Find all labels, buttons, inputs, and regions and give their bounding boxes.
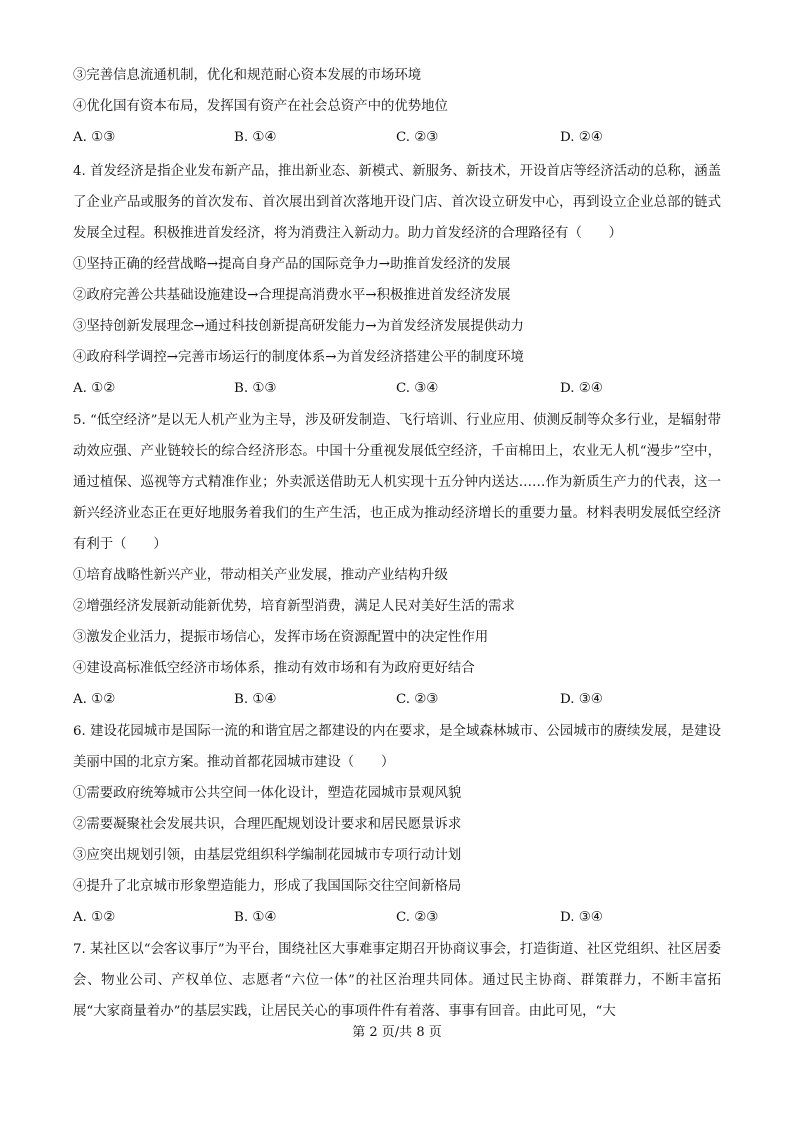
q3-item-4: ④优化国有资本布局，发挥国有资产在社会总资产中的优势地位 — [73, 99, 448, 114]
q3-item-3: ③完善信息流通机制，优化和规范耐心资本发展的市场环境 — [73, 68, 422, 83]
q6-item-4: ④提升了北京城市形象塑造能力，形成了我国国际交往空间新格局 — [73, 879, 462, 894]
q5-stem: 5. “低空经济”是以无人机产业为主导，涉及研发制造、飞行培训、行业应用、侦测反制等众多行业，是辐射带动效应强、产业链较长的综合经济形态。中国十分重视发展低空经济，千亩棉田上，农业无人机“漫步”空中，通过植保、巡视等方式精准作业；外卖派送借助无人机实现十五分钟内送达……作为新质生产力的代表，这一新兴经济业态正在更好地服务着我们的生产生活，也正成为推动经济增长的重要力量。材料表明发展低空经济有利于（ ） — [73, 413, 721, 552]
q5-option-c: C. ②③ — [396, 692, 439, 707]
q5-options — [73, 690, 713, 710]
q5-option-a: A. ①② — [73, 692, 116, 707]
q5-option-d: D. ③④ — [560, 692, 603, 707]
q3-option-a: A. ①③ — [73, 130, 116, 145]
q5-item-2: ②增强经济发展新动能新优势，培育新型消费，满足人民对美好生活的需求 — [73, 599, 515, 614]
q3-option-d: D. ②④ — [560, 130, 603, 145]
q6-options — [73, 908, 713, 928]
q4-item-1: ①坚持正确的经营战略→提高自身产品的国际竞争力→助推首发经济的发展 — [73, 257, 511, 272]
q4-item-2: ②政府完善公共基础设施建设→合理提高消费水平→积极推进首发经济发展 — [73, 288, 511, 303]
q7-stem: 7. 某社区以“会客议事厅”为平台，围绕社区大事难事定期召开协商议事会，打造街道、社区党组织、社区居委会、物业公司、产权单位、志愿者“六位一体”的社区治理共同体。通过民主协商、群策群力，不断丰富拓展“大家商量着办”的基层实践，让居民关心的事项件件有着落、事事有回音。由此可见，“大 — [73, 942, 721, 1019]
q6-stem: 6. 建设花园城市是国际一流的和谐宜居之都建设的内在要求，是全域森林城市、公园城市的赓续发展，是建设美丽中国的北京方案。推动首都花园城市建设（ ） — [73, 724, 721, 770]
q6-option-b: B. ①④ — [234, 910, 277, 925]
q6-option-a: A. ①② — [73, 910, 116, 925]
q5-item-1: ①培育战略性新兴产业，带动相关产业发展，推动产业结构升级 — [73, 568, 448, 583]
q6-option-c: C. ②③ — [396, 910, 439, 925]
q4-options — [73, 379, 713, 399]
q4-stem: 4. 首发经济是指企业发布新产品，推出新业态、新模式、新服务、新技术，开设首店等经济活动的总称，涵盖了企业产品或服务的首次发布、首次展出到首次落地开设门店、首次设立研发中心，再到设立企业总部的链式发展全过程。积极推进首发经济，将为消费注入新动力。助力首发经济的合理路径有（ ） — [73, 164, 721, 241]
q6-item-2: ②需要凝聚社会发展共识，合理匹配规划设计要求和居民愿景诉求 — [73, 817, 462, 832]
q6-item-1: ①需要政府统筹城市公共空间一体化设计，塑造花园城市景观风貌 — [73, 786, 462, 801]
q4-option-d: D. ②④ — [560, 381, 603, 396]
q4-item-4: ④政府科学调控→完善市场运行的制度体系→为首发经济搭建公平的制度环境 — [73, 350, 524, 365]
q5-option-b: B. ①④ — [234, 692, 277, 707]
q4-option-b: B. ①③ — [234, 381, 277, 396]
q3-option-b: B. ①④ — [234, 130, 277, 145]
q4-item-3: ③坚持创新发展理念→通过科技创新提高研发能力→为首发经济发展提供动力 — [73, 319, 524, 334]
q4-option-c: C. ③④ — [396, 381, 439, 396]
q4-option-a: A. ①② — [73, 381, 116, 396]
page-number: 第 2 页/共 8 页 — [352, 1025, 442, 1040]
q3-option-c: C. ②③ — [396, 130, 439, 145]
q5-item-3: ③激发企业活力，提振市场信心，发挥市场在资源配置中的决定性作用 — [73, 630, 489, 645]
q6-option-d: D. ③④ — [560, 910, 603, 925]
q6-item-3: ③应突出规划引领，由基层党组织科学编制花园城市专项行动计划 — [73, 848, 462, 863]
q5-item-4: ④建设高标准低空经济市场体系，推动有效市场和有为政府更好结合 — [73, 661, 475, 676]
q3-options — [73, 128, 713, 148]
